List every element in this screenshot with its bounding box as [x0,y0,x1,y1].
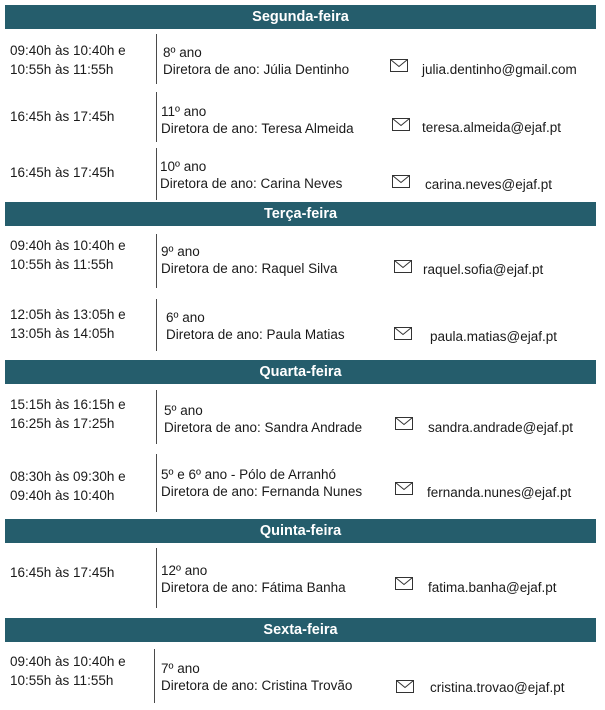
day-header-quinta: Quinta-feira [5,519,596,543]
envelope-icon [390,59,408,72]
time-slot: 15:15h às 16:15h e 16:25h às 17:25h [10,397,126,431]
time-slot: 16:45h às 17:45h [10,165,115,180]
class-info: 5º e 6º ano - Pólo de Arranhó Diretora de ano: Fernanda Nunes [161,467,363,499]
envelope-icon [392,118,410,131]
envelope-icon [394,327,412,340]
email-link[interactable]: sandra.andrade@ejaf.pt [428,420,574,435]
divider [156,148,157,200]
email-link[interactable]: cristina.trovao@ejaf.pt [430,680,565,695]
email-link[interactable]: fatima.banha@ejaf.pt [428,580,557,595]
email-link[interactable]: teresa.almeida@ejaf.pt [422,120,562,135]
email-link[interactable]: paula.matias@ejaf.pt [430,329,558,344]
schedule-row [0,293,605,355]
schedule-row [0,146,605,202]
day-header-sexta: Sexta-feira [5,618,596,642]
envelope-icon [394,260,412,273]
email-link[interactable]: julia.dentinho@gmail.com [422,62,577,77]
class-info: 11º ano Diretora de ano: Teresa Almeida [161,104,354,136]
schedule-row [0,228,605,290]
class-info: 8º ano Diretora de ano: Júlia Dentinho [163,45,350,77]
divider [156,454,157,512]
time-slot: 16:45h às 17:45h [10,109,115,124]
class-info: 12º ano Diretora de ano: Fátima Banha [161,563,346,595]
class-info: 9º ano Diretora de ano: Raquel Silva [161,244,338,276]
schedule-row [0,545,605,609]
divider [156,390,157,444]
schedule-row [0,386,605,448]
divider [156,548,157,608]
divider [156,299,157,351]
divider [156,92,157,142]
email-link[interactable]: carina.neves@ejaf.pt [425,177,553,192]
envelope-icon [396,680,414,693]
divider [156,234,157,288]
schedule-row [0,644,605,706]
day-header-terca: Terça-feira [5,202,596,226]
divider [154,649,155,703]
time-slot: 16:45h às 17:45h [10,565,115,580]
class-info: 7º ano Diretora de ano: Cristina Trovão [161,661,353,693]
schedule-row [0,452,605,516]
envelope-icon [395,417,413,430]
day-header-segunda: Segunda-feira [5,5,596,29]
time-slot: 09:40h às 10:40h e 10:55h às 11:55h [10,43,126,77]
schedule-row [0,88,605,144]
email-link[interactable]: fernanda.nunes@ejaf.pt [427,485,572,500]
envelope-icon [395,482,413,495]
time-slot: 12:05h às 13:05h e 13:05h às 14:05h [10,307,126,341]
schedule-row [0,30,605,85]
envelope-icon [395,577,413,590]
time-slot: 09:40h às 10:40h e 10:55h às 11:55h [10,238,126,272]
email-link[interactable]: raquel.sofia@ejaf.pt [423,262,544,277]
divider [156,34,157,84]
day-header-quarta: Quarta-feira [5,360,596,384]
time-slot: 09:40h às 10:40h e 10:55h às 11:55h [10,654,126,688]
class-info: 5º ano Diretora de ano: Sandra Andrade [164,403,363,435]
envelope-icon [392,175,410,188]
class-info: 10º ano Diretora de ano: Carina Neves [160,159,343,191]
class-info: 6º ano Diretora de ano: Paula Matias [166,310,345,342]
time-slot: 08:30h às 09:30h e 09:40h às 10:40h [10,469,126,503]
